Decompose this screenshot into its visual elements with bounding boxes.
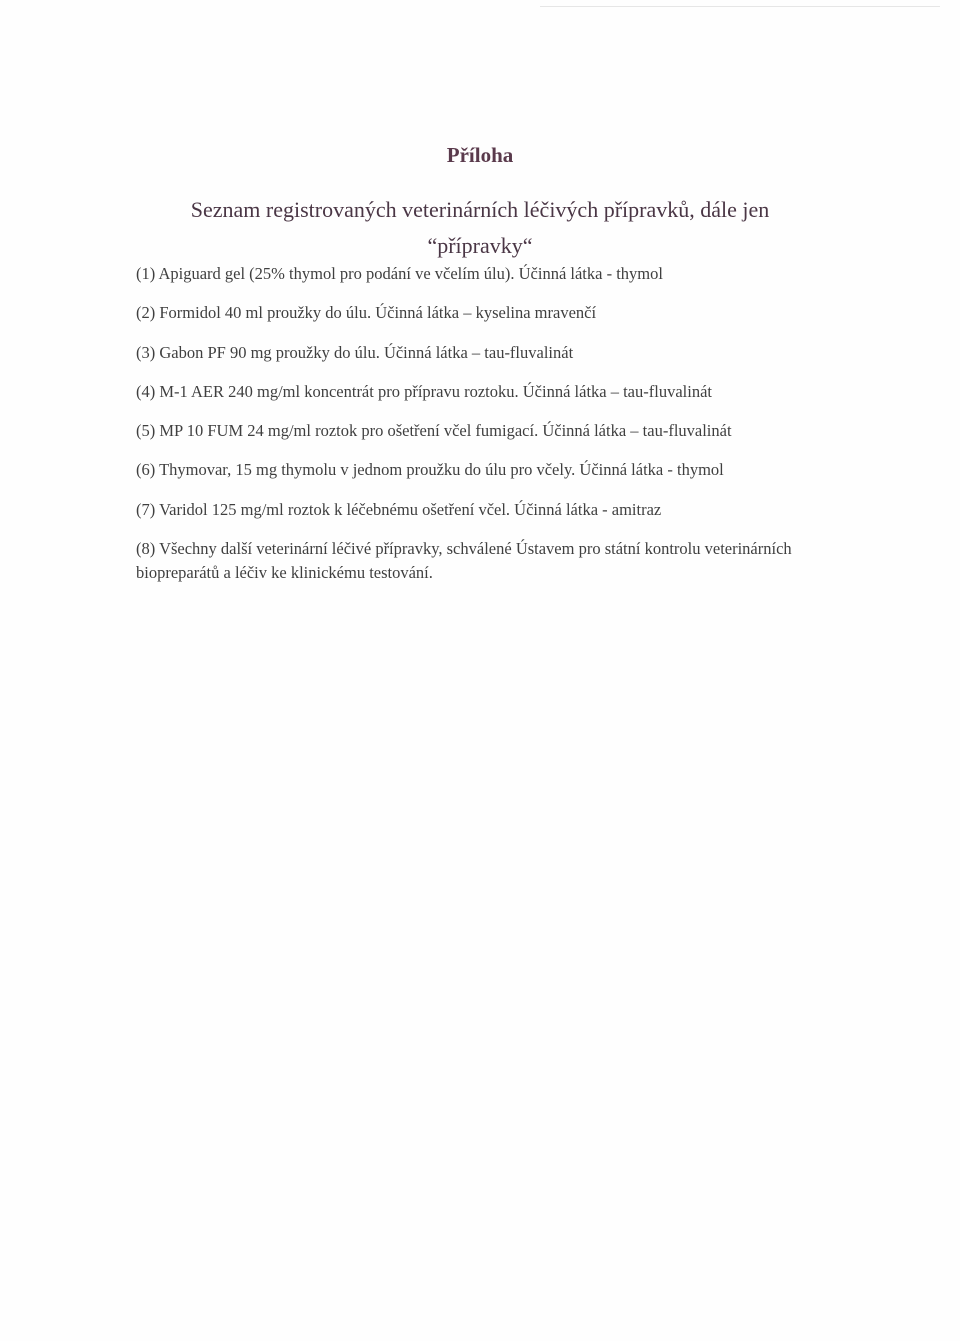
list-item: (8) Všechny další veterinární léčivé přípravky, schválené Ústavem pro státní kontrolu veterinárních biopreparátů a léčiv ke klinickému testování. (136, 539, 792, 583)
list-item: (2) Formidol 40 ml proužky do úlu. Účinná látka – kyselina mravenčí (136, 303, 597, 323)
list-item: (6) Thymovar, 15 mg thymolu v jednom proužku do úlu pro včely. Účinná látka - thymol (136, 460, 724, 480)
scan-artifact-line (540, 6, 940, 7)
list-item: (1) Apiguard gel (25% thymol pro podání ve včelím úlu). Účinná látka - thymol (136, 264, 663, 283)
list-item: (4) M-1 AER 240 mg/ml koncentrát pro přípravu roztoku. Účinná látka – tau-fluvalinát (136, 381, 712, 401)
document-subtitle (100, 192, 860, 264)
list-item: (3) Gabon PF 90 mg proužky do úlu. Účinná látka – tau-fluvalinát (136, 342, 574, 362)
document-title: Příloha (446, 143, 514, 167)
subtitle-line-2: “přípravky“ (427, 233, 533, 258)
product-list (136, 262, 836, 585)
list-item: (5) MP 10 FUM 24 mg/ml roztok pro ošetření včel fumigací. Účinná látka – tau-fluvalinát (136, 421, 732, 441)
list-item: (7) Varidol 125 mg/ml roztok k léčebnému ošetření včel. Účinná látka - amitraz (136, 499, 662, 519)
subtitle-line-1: Seznam registrovaných veterinárních léčivých přípravků, dále jen (190, 197, 770, 222)
